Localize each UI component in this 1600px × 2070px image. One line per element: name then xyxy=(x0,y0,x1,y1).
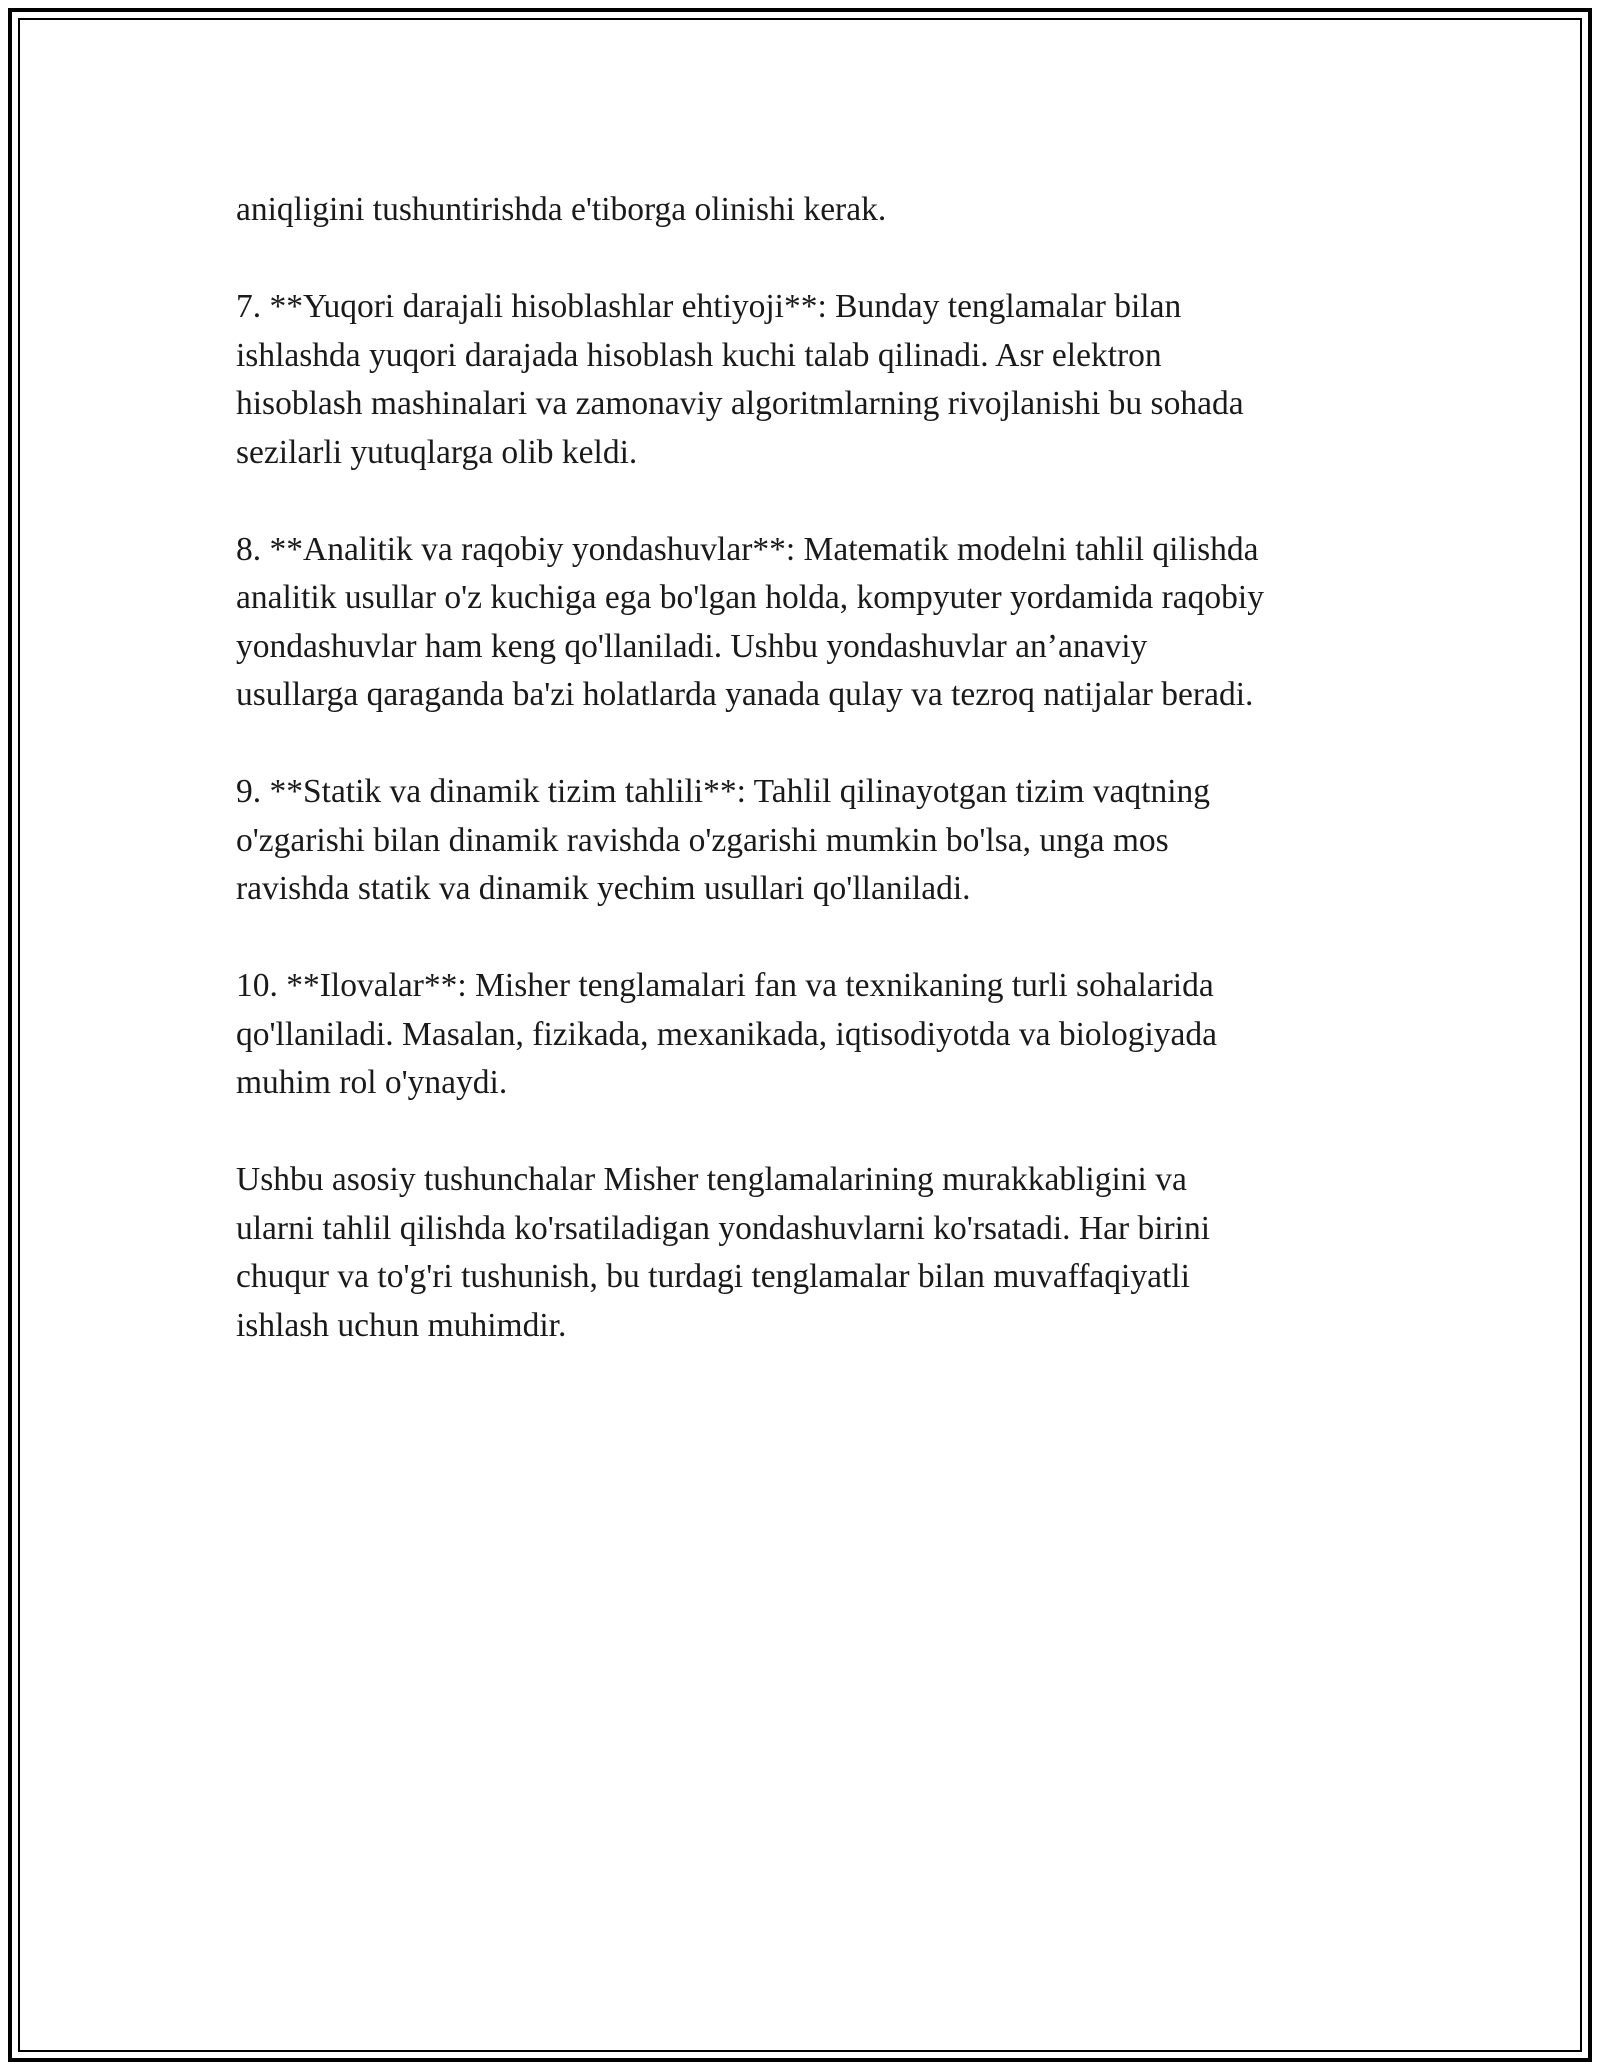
text-line: ishlash uchun muhimdir. xyxy=(236,1306,567,1344)
text-line: hisoblash mashinalari va zamonaviy algoritmlarning rivojlanishi bu sohada xyxy=(236,385,1244,422)
text-line: ishlashda yuqori darajada hisoblash kuchi talab qilinadi. Asr elektron xyxy=(236,336,1162,374)
text-line: yondashuvlar ham keng qo'llaniladi. Ushbu yondashuvlar an’anaviy xyxy=(236,627,1148,665)
text-line: ularni tahlil qilishda ko'rsatiladigan yondashuvlarni ko'rsatadi. Har birini xyxy=(236,1209,1211,1247)
text-line: aniqligini tushuntirishda e'tiborga olinishi kerak. xyxy=(236,191,887,228)
text-line: 9. **Statik va dinamik tizim tahlili**: Tahlil qilinayotgan tizim vaqtning xyxy=(236,773,1211,810)
document-body xyxy=(236,186,1386,1399)
text-line: Ushbu asosiy tushunchalar Misher tenglamalarining murakkabligini va xyxy=(236,1161,1187,1198)
text-line: muhim rol o'ynaydi. xyxy=(236,1064,508,1101)
text-line: qo'llaniladi. Masalan, fizikada, mexanikada, iqtisodiyotda va biologiyada xyxy=(236,1015,1217,1053)
paragraph-item-7 xyxy=(236,283,1386,477)
text-line: 10. **Ilovalar**: Misher tenglamalari fan va texnikaning turli sohalarida xyxy=(236,967,1214,1004)
paragraph-item-10 xyxy=(236,962,1386,1108)
paragraph-continuation xyxy=(236,186,1386,235)
text-line: chuqur va to'g'ri tushunish, bu turdagi tenglamalar bilan muvaffaqiyatli xyxy=(236,1258,1190,1295)
text-line: sezilarli yutuqlarga olib keldi. xyxy=(236,433,638,471)
text-line: 8. **Analitik va raqobiy yondashuvlar**: Matematik modelni tahlil qilishda xyxy=(236,530,1259,568)
text-line: analitik usullar o'z kuchiga ega bo'lgan holda, kompyuter yordamida raqobiy xyxy=(236,579,1264,616)
text-line: o'zgarishi bilan dinamik ravishda o'zgarishi mumkin bo'lsa, unga mos xyxy=(236,821,1169,859)
paragraph-item-8 xyxy=(236,526,1386,720)
paragraph-conclusion xyxy=(236,1156,1386,1350)
text-line: usullarga qaraganda ba'zi holatlarda yanada qulay va tezroq natijalar beradi. xyxy=(236,676,1254,713)
text-line: 7. **Yuqori darajali hisoblashlar ehtiyoji**: Bunday tenglamalar bilan xyxy=(236,288,1182,325)
paragraph-item-9 xyxy=(236,768,1386,914)
text-line: ravishda statik va dinamik yechim usullari qo'llaniladi. xyxy=(236,870,971,907)
